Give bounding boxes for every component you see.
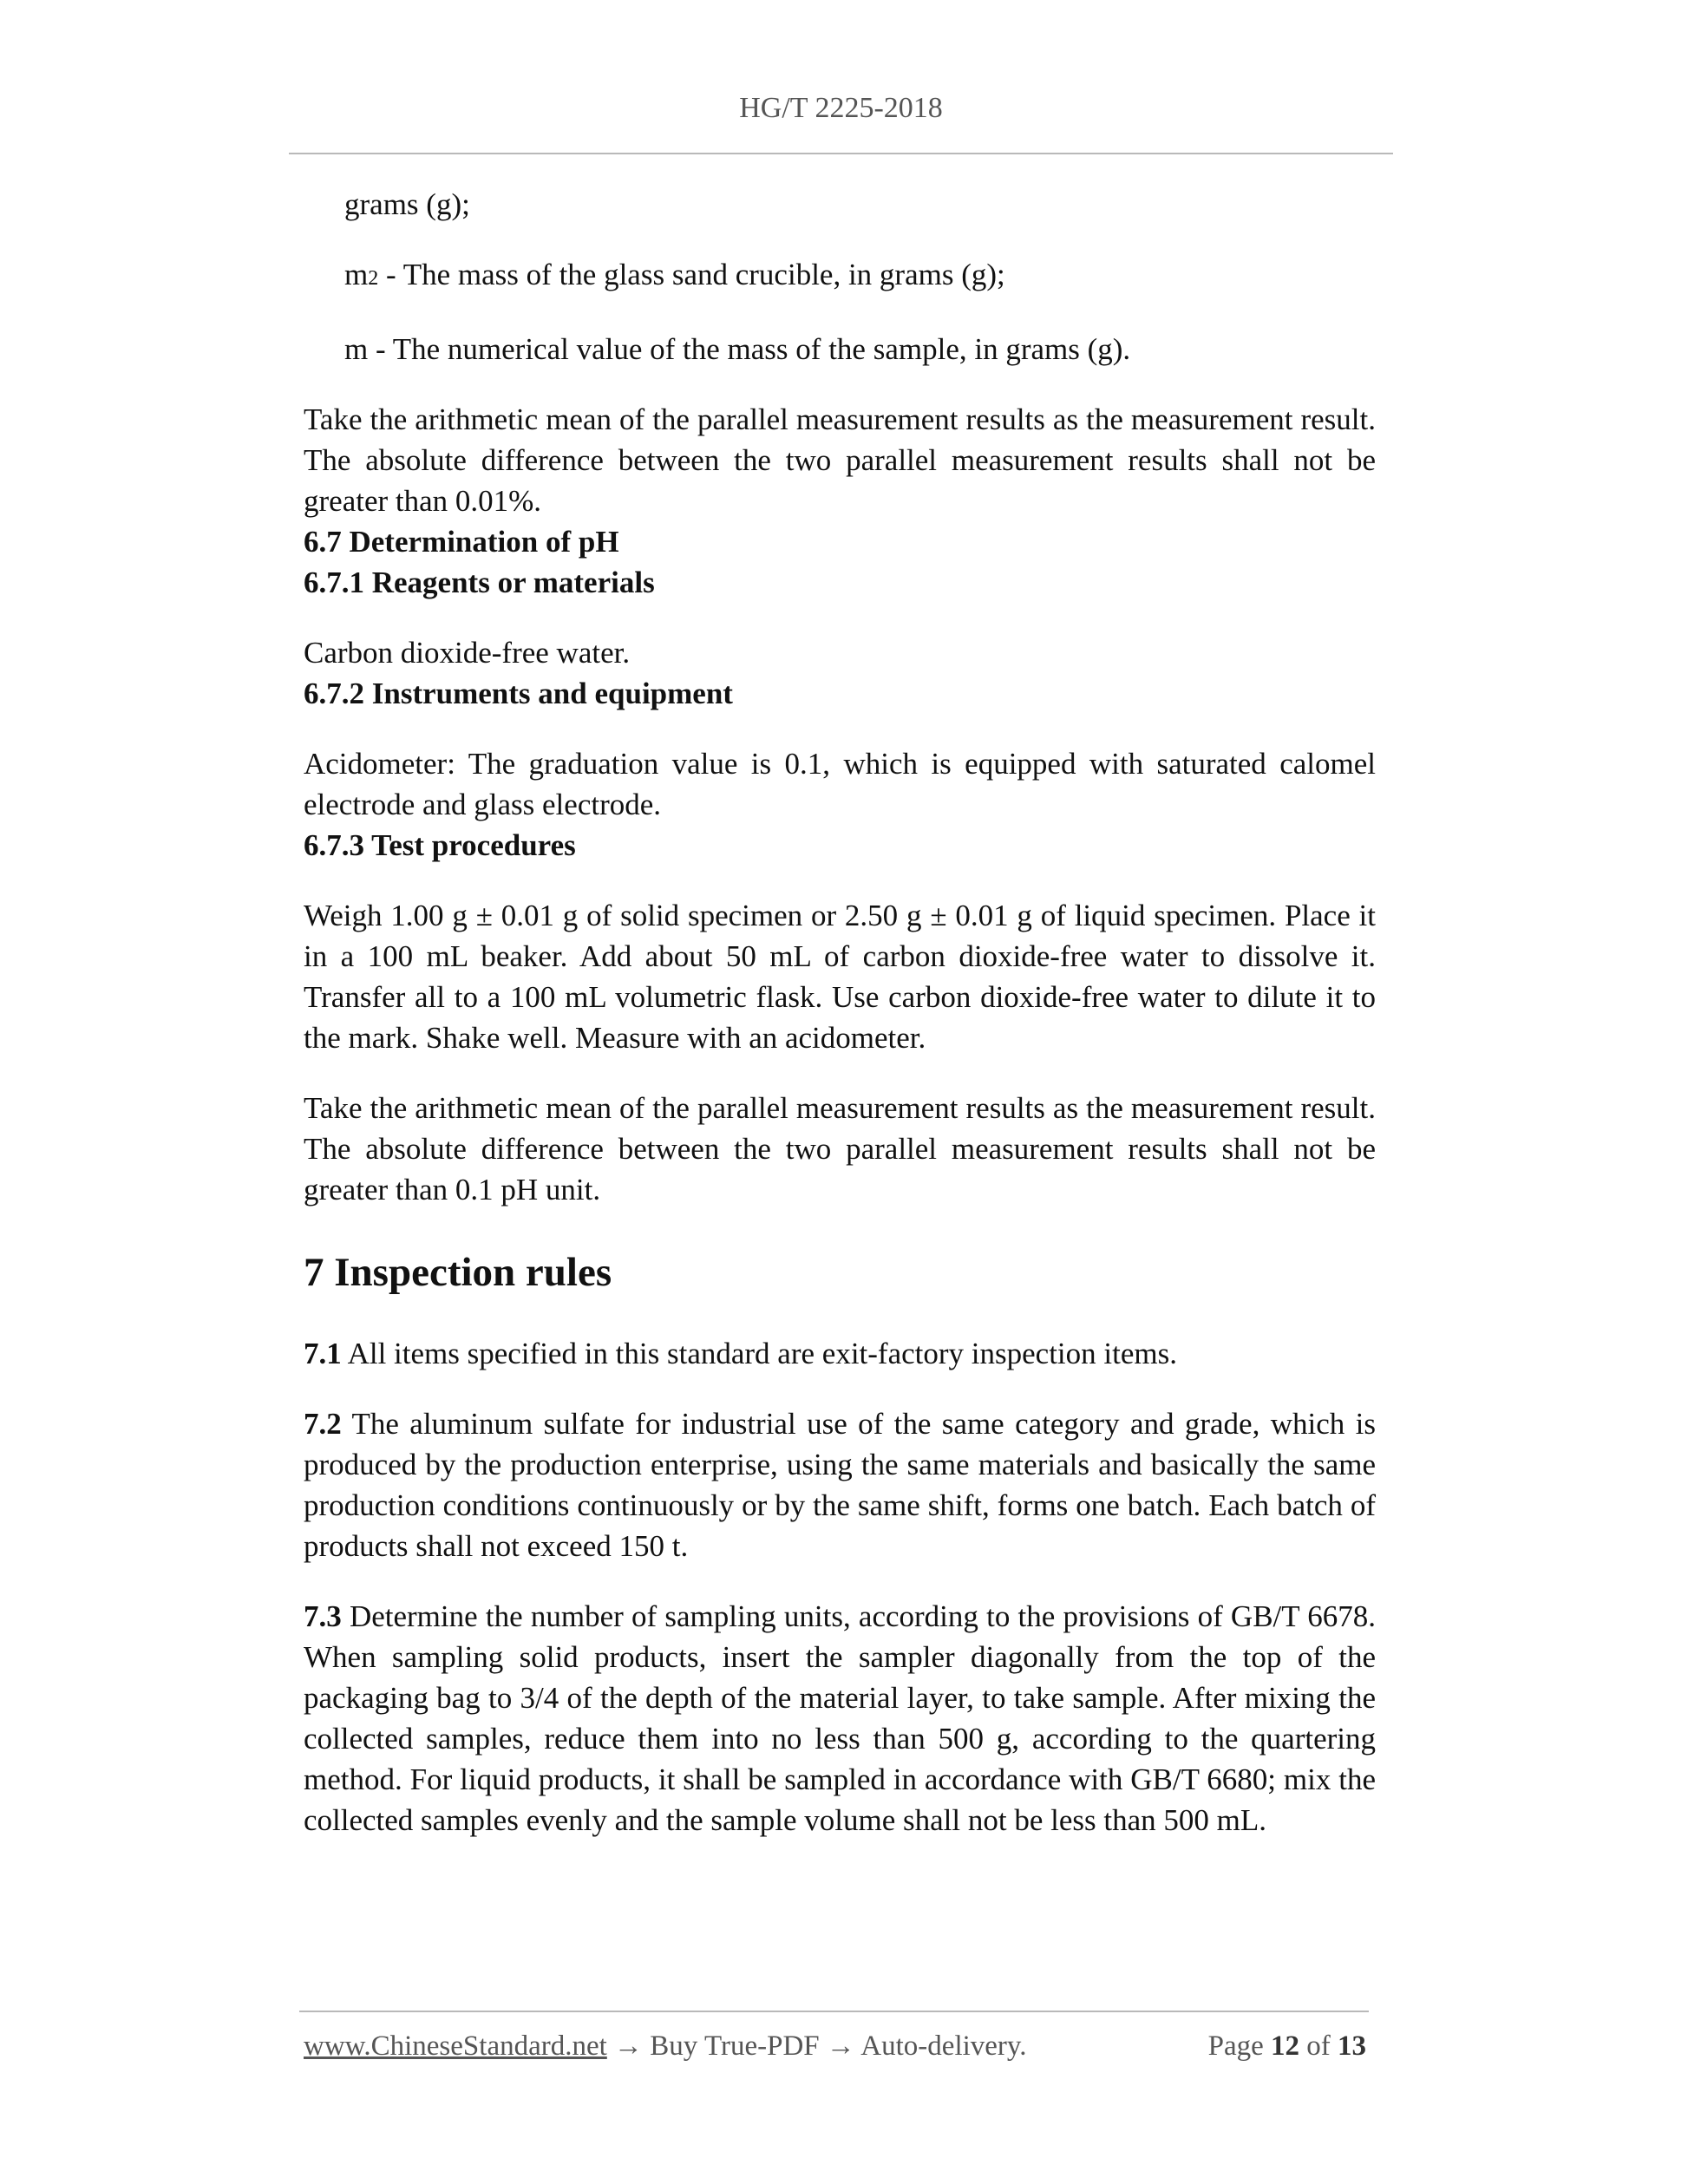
promo-text: → Buy True-PDF → Auto-delivery. [606, 2030, 1027, 2062]
document-body [304, 184, 1376, 1841]
paragraph-arithmetic-mean-1: Take the arithmetic mean of the parallel measurement results as the measurement result. The absolute difference between the two parallel measurement results shall not be greater than 0.01%. [304, 402, 1376, 518]
clause-7-1-number: 7.1 [304, 1337, 342, 1370]
clause-7-3-text: Determine the number of sampling units, according to the provisions of GB/T 6678. When sampling solid products, insert the sampler diagonally from the top of the packaging bag to 3/4 of the depth of the material layer, to take sample. After mixing the collected samples, reduce them into no less than 500 g, according to the quartering method. For liquid products, it shall be sampled in accordance with GB/T 6680; mix the collected samples evenly and the sample volume shall not be less than 500 mL. [304, 1599, 1376, 1837]
header-divider [289, 153, 1393, 154]
footer-promo [304, 2030, 1027, 2064]
m2-symbol: m [344, 258, 369, 291]
footer-divider [299, 2011, 1369, 2012]
variable-definition-grams: grams (g); [344, 187, 470, 221]
paragraph-instruments: Acidometer: The graduation value is 0.1, which is equipped with saturated calomel electrode and glass electrode. [304, 747, 1376, 821]
page-current: 12 [1271, 2030, 1299, 2062]
m2-description: - The mass of the glass sand crucible, in grams (g); [378, 258, 1005, 291]
page-total: 13 [1338, 2030, 1366, 2062]
clause-7-2 [304, 1403, 1376, 1566]
variable-definition-m2 [304, 254, 1376, 299]
variable-definition-m: m - The numerical value of the mass of the sample, in grams (g). [344, 332, 1131, 366]
paragraph-arithmetic-mean-2: Take the arithmetic mean of the parallel measurement results as the measurement result. The absolute difference between the two parallel measurement results shall not be greater than 0.1 pH unit. [304, 1091, 1376, 1206]
page-number [1208, 2030, 1366, 2064]
standard-code: HG/T 2225-2018 [739, 92, 943, 124]
clause-7-1-text: All items specified in this standard are exit-factory inspection items. [341, 1337, 1177, 1370]
clause-7-1 [304, 1333, 1376, 1374]
clause-7-3-number: 7.3 [304, 1599, 342, 1633]
section-heading-6-7-2: 6.7.2 Instruments and equipment [304, 677, 733, 710]
section-heading-6-7: 6.7 Determination of pH [304, 525, 619, 559]
chapter-heading-7: 7 Inspection rules [304, 1250, 612, 1295]
clause-7-2-text: The aluminum sulfate for industrial use of the same category and grade, which is produced by the production enterprise, using the same materials and basically the same production conditions continuously or by the same shift, forms one batch. Each batch of products shall not exceed 150 t. [304, 1407, 1376, 1563]
page-header [289, 94, 1393, 123]
site-link[interactable]: www.ChineseStandard.net [304, 2030, 607, 2062]
page-of-label: of [1306, 2030, 1331, 2062]
m2-subscript: 2 [368, 267, 379, 290]
section-heading-6-7-3: 6.7.3 Test procedures [304, 828, 576, 862]
clause-7-3 [304, 1596, 1376, 1841]
section-heading-6-7-1: 6.7.1 Reagents or materials [304, 566, 655, 599]
page-label: Page [1207, 2030, 1264, 2062]
clause-7-2-number: 7.2 [304, 1407, 342, 1441]
paragraph-reagents: Carbon dioxide-free water. [304, 636, 631, 670]
paragraph-test-procedures: Weigh 1.00 g ± 0.01 g of solid specimen or 2.50 g ± 0.01 g of liquid specimen. Place it in a 100 mL beaker. Add about 50 mL of carbon dioxide-free water to dissolve it. Transfer all to a 100 mL volumetric flask. Use carbon dioxide-free water to dilute it to the mark. Shake well. Measure with an acidometer. [304, 899, 1376, 1055]
